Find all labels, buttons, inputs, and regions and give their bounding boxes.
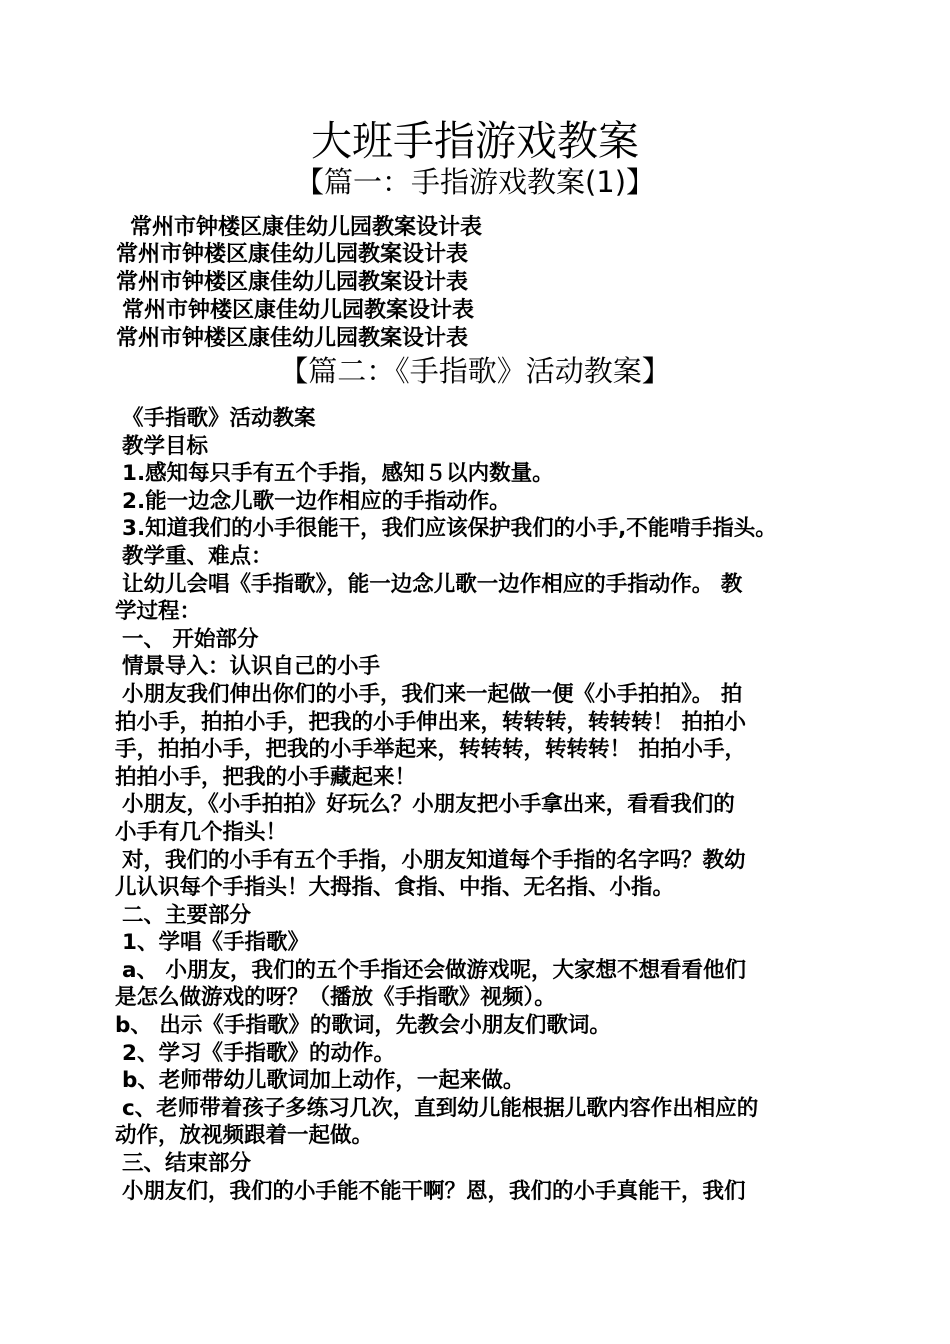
school-header-line: 常州市钟楼区康佳幼儿园教案设计表 [116,326,469,351]
body-line: 三、结束部分 [122,1151,252,1177]
school-header-line: 常州市钟楼区康佳幼儿园教案设计表 [116,242,469,267]
body-line: 让幼儿会唱《手指歌》，能一边念儿歌一边作相应的手指动作。 教 [122,571,743,597]
body-line: 动作，放视频跟着一起做。 [115,1123,374,1149]
body-line: b、老师带幼儿歌词加上动作，一起来做。 [122,1068,525,1094]
document-title: 大班手指游戏教案 [311,117,639,165]
body-line: 教学重、难点： [122,543,273,569]
body-line: 小朋友们，我们的小手能不能干啊？恩，我们的小手真能干，我们 [122,1178,746,1204]
body-line: b、 出示《手指歌》的歌词，先教会小朋友们歌词。 [115,1013,611,1039]
body-line: 2.能一边念儿歌一边作相应的手指动作。 [122,488,511,514]
section1-heading: 【篇一：手指游戏教案(1)】 [294,165,656,199]
body-line: c、老师带着孩子多练习几次，直到幼儿能根据儿歌内容作出相应的 [122,1095,759,1121]
body-line: 小手有几个指头！ [115,819,288,845]
body-line: 1、学唱《手指歌》 [122,930,309,956]
school-header-line: 常州市钟楼区康佳幼儿园教案设计表 [130,215,483,240]
body-line: 一、 开始部分 [122,626,259,652]
lesson-plan-body [115,405,835,1205]
body-line: 学过程： [115,599,202,625]
body-line: 拍拍小手，把我的小手藏起来！ [115,764,417,790]
school-header-line: 常州市钟楼区康佳幼儿园教案设计表 [116,270,469,295]
body-line: 拍小手，拍拍小手，把我的小手伸出来，转转转，转转转！ 拍拍小 [115,709,746,735]
body-line: a、 小朋友，我们的五个手指还会做游戏呢，大家想不想看看他们 [122,957,746,983]
section2-heading: 【篇二：《手指歌》活动教案】 [279,354,671,388]
body-line: 手，拍拍小手，把我的小手举起来，转转转，转转转！ 拍拍小手， [115,737,746,763]
body-line: 教学目标 [122,433,209,459]
body-line: 二、主要部分 [122,902,252,928]
body-line: 2、学习《手指歌》的动作。 [122,1040,395,1066]
school-header-line: 常州市钟楼区康佳幼儿园教案设计表 [122,298,475,323]
body-line: 《手指歌》活动教案 [122,406,316,431]
body-line: 儿认识每个手指头！大拇指、食指、中指、无名指、小指。 [115,875,675,901]
body-line: 小朋友我们伸出你们的小手，我们来一起做一便《小手拍拍》。 拍 [122,681,743,707]
body-line: 情景导入：认识自己的小手 [122,654,381,680]
body-line: 是怎么做游戏的呀？（播放《手指歌》视频）。 [115,985,556,1011]
body-line: 对，我们的小手有五个手指，小朋友知道每个手指的名字吗？教幼 [122,847,746,873]
body-line: 3.知道我们的小手很能干，我们应该保护我们的小手,不能啃手指头。 [122,516,777,542]
body-line: 小朋友，《小手拍拍》好玩么？小朋友把小手拿出来，看看我们的 [122,792,735,818]
body-line: 1.感知每只手有五个手指，感知５以内数量。 [122,461,554,487]
